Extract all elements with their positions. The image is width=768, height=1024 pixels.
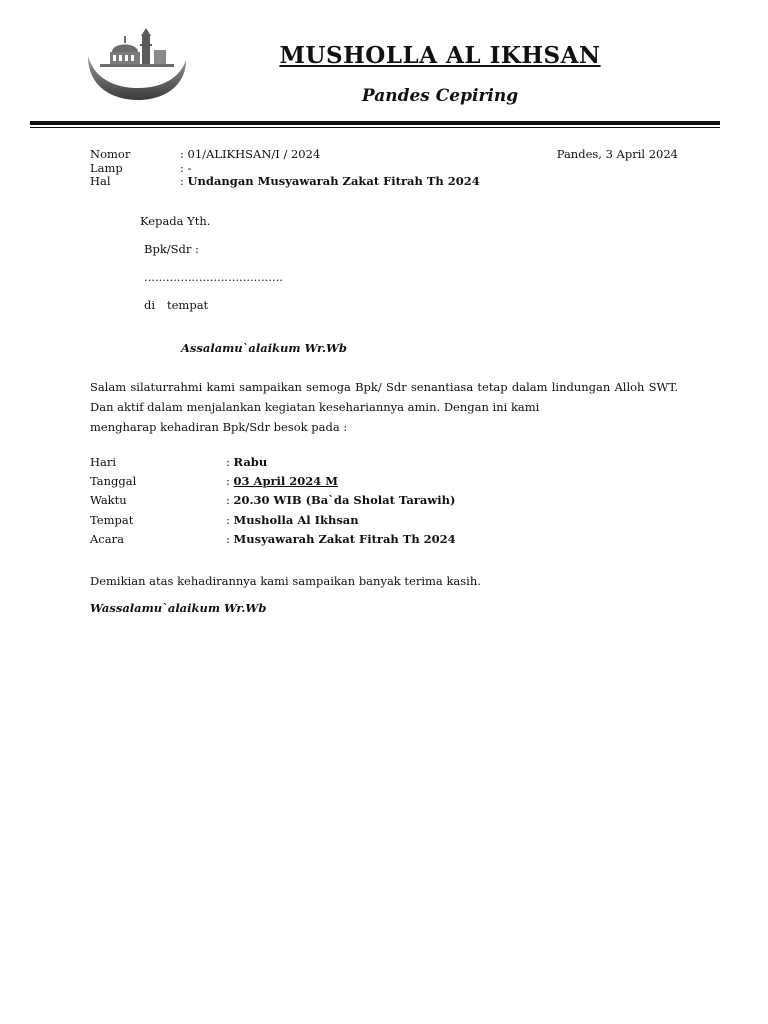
detail-row-tempat bbox=[226, 513, 359, 527]
body-paragraph bbox=[90, 377, 678, 437]
di-label: di bbox=[144, 298, 156, 312]
detail-label-tempat: Tempat bbox=[90, 513, 134, 527]
detail-colon: : bbox=[226, 532, 234, 546]
detail-value-tempat: Musholla Al Ikhsan bbox=[233, 513, 359, 527]
hal-row bbox=[180, 174, 480, 188]
detail-row-waktu bbox=[226, 493, 455, 507]
detail-row-hari bbox=[226, 455, 267, 469]
lamp-label: Lamp bbox=[90, 161, 123, 175]
detail-label-tanggal: Tanggal bbox=[90, 474, 137, 488]
header-rule-thin bbox=[30, 127, 720, 128]
tempat-label: tempat bbox=[167, 298, 209, 312]
hal-colon: : bbox=[180, 174, 188, 188]
detail-colon: : bbox=[226, 474, 234, 488]
hal-label: Hal bbox=[90, 174, 111, 188]
place-date: Pandes, 3 April 2024 bbox=[556, 147, 678, 161]
org-location: Pandes Cepiring bbox=[361, 86, 519, 106]
hal-value: Undangan Musyawarah Zakat Fitrah Th 2024 bbox=[187, 174, 480, 188]
org-name: MUSHOLLA AL IKHSAN bbox=[279, 42, 601, 69]
detail-colon: : bbox=[226, 493, 234, 507]
bpk-sdr: Bpk/Sdr : bbox=[144, 242, 199, 256]
detail-label-waktu: Waktu bbox=[90, 493, 127, 507]
body-line-1: Salam silaturrahmi kami sampaikan semoga Bpk/ Sdr senantiasa tetap dalam lindungan Alloh SWT. Dan aktif dalam menjalankan kegiatan kesehariannya amin. Dengan ini kami bbox=[90, 380, 678, 414]
nomor-value: : 01/ALIKHSAN/I / 2024 bbox=[180, 147, 321, 161]
closing-text: Demikian atas kehadirannya kami sampaikan banyak terima kasih. bbox=[90, 574, 481, 588]
greeting: Assalamu`alaikum Wr.Wb bbox=[181, 341, 347, 355]
detail-row-acara bbox=[226, 532, 456, 546]
mosque-crescent-logo-icon bbox=[84, 26, 190, 102]
farewell: Wassalamu`alaikum Wr.Wb bbox=[90, 601, 267, 615]
detail-value-hari: Rabu bbox=[233, 455, 268, 469]
body-line-2: mengharap kehadiran Bpk/Sdr besok pada : bbox=[90, 420, 348, 434]
detail-value-waktu: 20.30 WIB (Ba`da Sholat Tarawih) bbox=[233, 493, 456, 507]
detail-colon: : bbox=[226, 513, 234, 527]
detail-value-tanggal: 03 April 2024 M bbox=[233, 474, 339, 488]
detail-label-acara: Acara bbox=[90, 532, 124, 546]
detail-value-acara: Musyawarah Zakat Fitrah Th 2024 bbox=[233, 532, 456, 546]
detail-row-tanggal bbox=[226, 474, 338, 488]
recipient-dots: ...................................... bbox=[144, 270, 283, 284]
header-rule-thick bbox=[30, 121, 720, 125]
detail-colon: : bbox=[226, 455, 234, 469]
kepada-yth: Kepada Yth. bbox=[140, 214, 211, 228]
lamp-value: : - bbox=[180, 161, 192, 175]
detail-label-hari: Hari bbox=[90, 455, 117, 469]
nomor-label: Nomor bbox=[90, 147, 131, 161]
